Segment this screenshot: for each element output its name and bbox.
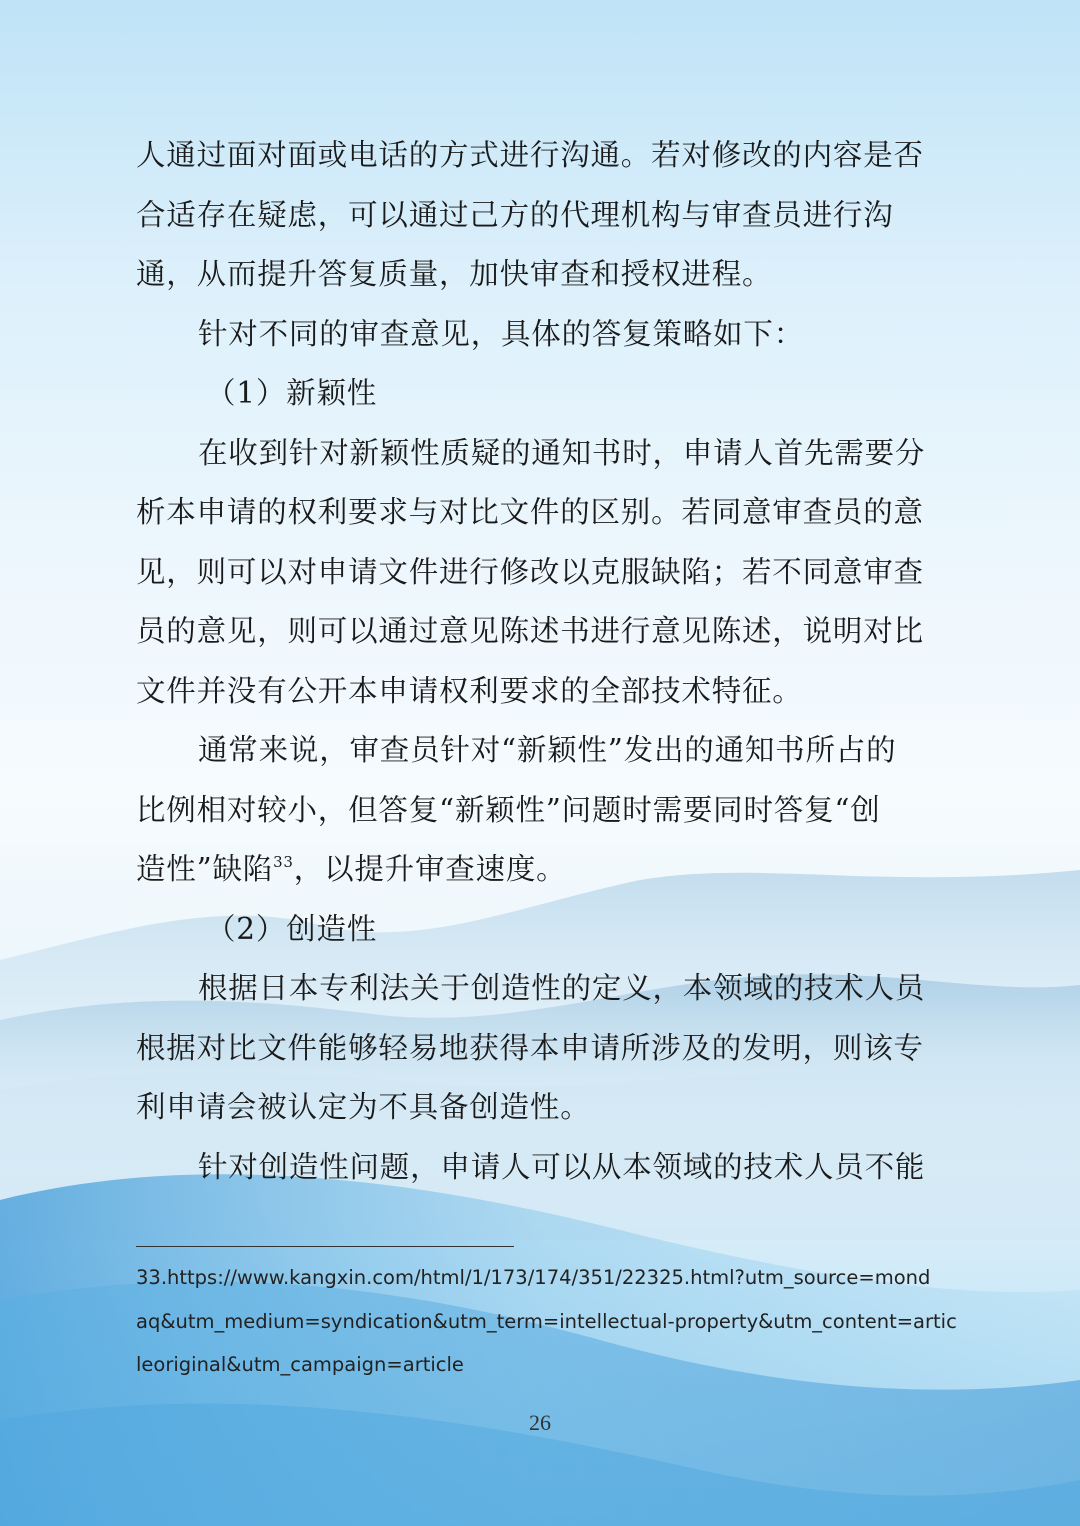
text-line: 文件并没有公开本申请权利要求的全部技术特征。 [136,673,803,708]
body-text [136,126,948,1197]
footnote-line[interactable]: leoriginal&utm_campaign=article [136,1353,464,1376]
text-segment: ，以提升审查速度。 [293,852,567,886]
text-line: 利申请会被认定为不具备创造性。 [136,1090,591,1124]
text-segment: 造性”缺陷 [136,852,274,886]
text-line: 通常来说，审查员针对“新颖性”发出的通知书所占的 [198,733,897,767]
text-line: 在收到针对新颖性质疑的通知书时，申请人首先需要分 [198,435,926,470]
footnote-line[interactable]: aq&utm_medium=syndication&utm_term=intellectual-property&utm_content=artic [136,1309,957,1333]
footnote-line[interactable]: 33.https://www.kangxin.com/html/1/173/174/351/22325.html?utm_source=mond [136,1266,931,1289]
footnote-divider [136,1246,514,1247]
text-line: 人通过面对面或电话的方式进行沟通。若对修改的内容是否 [136,138,924,172]
footnote-reference[interactable]: 33 [273,853,294,871]
text-line: 针对创造性问题，申请人可以从本领域的技术人员不能 [198,1149,926,1184]
footnote [136,1256,957,1387]
text-line: 通，从而提升答复质量，加快审查和授权进程。 [136,257,773,291]
text-line: 见，则可以对申请文件进行修改以克服缺陷；若不同意审查 [136,554,924,589]
text-line: 合适存在疑虑，可以通过己方的代理机构与审查员进行沟 [136,197,894,232]
text-line: 根据日本专利法关于创造性的定义，本领域的技术人员 [198,971,926,1005]
text-line: 析本申请的权利要求与对比文件的区别。若同意审查员的意 [136,495,924,529]
text-line: 根据对比文件能够轻易地获得本申请所涉及的发明，则该专 [136,1030,924,1065]
text-line: 针对不同的审查意见，具体的答复策略如下： [198,316,805,351]
page-number: 26 [529,1410,551,1435]
text-line-with-footnote [136,840,948,900]
text-line: 比例相对较小，但答复“新颖性”问题时需要同时答复“创 [136,792,881,827]
section-heading-inventiveness: （2）创造性 [206,911,378,946]
text-line: 员的意见，则可以通过意见陈述书进行意见陈述，说明对比 [136,614,924,648]
section-heading-novelty: （1）新颖性 [206,376,378,410]
